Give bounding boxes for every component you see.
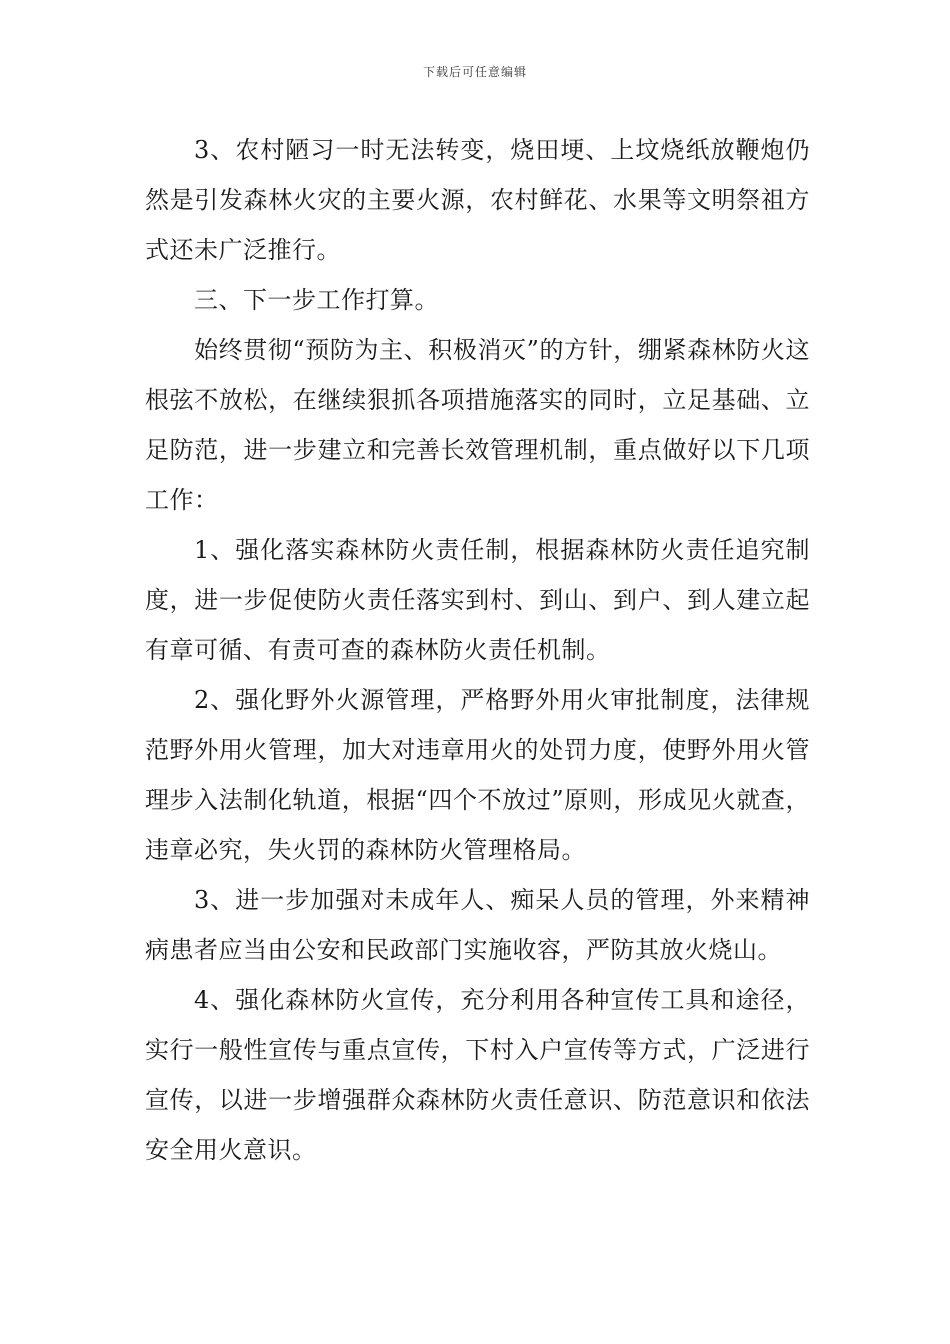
section-heading-next-steps: 三、下一步工作打算。 (194, 286, 439, 314)
paragraph-item-2-fire-source: 2、强化野外火源管理，严格野外用火审批制度，法律规范野外用火管理，加大对违章用火的处罚力度，使野外用火管理步入法制化轨道，根据“四个不放过”原则，形成见火就查，违章必究，失火罚的森林防火管理格局。 (145, 686, 810, 864)
document-body (145, 125, 810, 1175)
paragraph-item-1-responsibility: 1、强化落实森林防火责任制，根据森林防火责任追究制度，进一步促使防火责任落实到村、到山、到户、到人建立起有章可循、有责可查的森林防火责任机制。 (145, 536, 810, 664)
paragraph-item-4-publicity: 4、强化森林防火宣传，充分利用各种宣传工具和途径，实行一般性宣传与重点宣传，下村入户宣传等方式，广泛进行宣传，以进一步增强群众森林防火责任意识、防范意识和依法安全用火意识。 (145, 986, 810, 1164)
paragraph-item-3-management: 3、进一步加强对未成年人、痴呆人员的管理，外来精神病患者应当由公安和民政部门实施收容，严防其放火烧山。 (145, 886, 810, 964)
paragraph-guiding-principle: 始终贯彻“预防为主、积极消灭”的方针，绷紧森林防火这根弦不放松，在继续狠抓各项措施落实的同时，立足基础、立足防范，进一步建立和完善长效管理机制，重点做好以下几项工作： (145, 336, 810, 514)
header-note: 下载后可任意编辑 (422, 65, 527, 79)
paragraph-item-3-rural-customs: 3、农村陋习一时无法转变，烧田埂、上坟烧纸放鞭炮仍然是引发森林火灾的主要火源，农村鲜花、水果等文明祭祖方式还未广泛推行。 (145, 136, 810, 264)
